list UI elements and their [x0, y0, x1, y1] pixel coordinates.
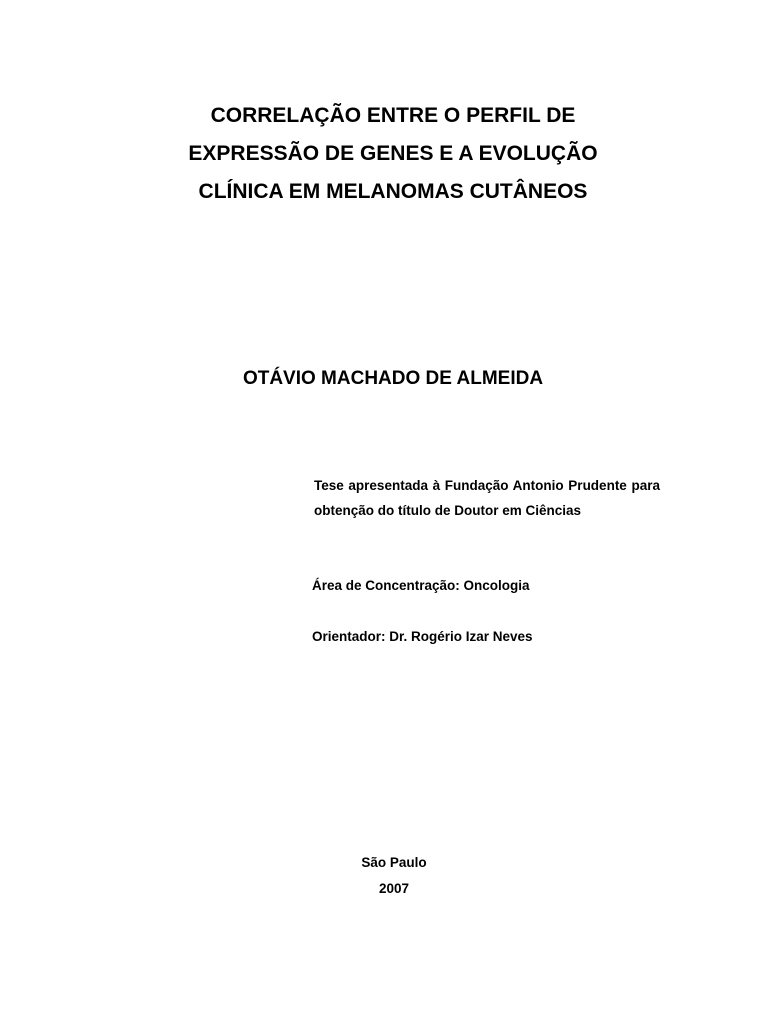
thesis-title	[0, 97, 770, 211]
thesis-statement: Tese apresentada à Fundação Antonio Prudente para obtenção do título de Doutor em Ciências	[314, 478, 660, 518]
thesis-title-line: CORRELAÇÃO ENTRE O PERFIL DE	[210, 104, 576, 127]
thesis-title-line: CLÍNICA EM MELANOMAS CUTÂNEOS	[198, 180, 588, 203]
thesis-title-line: EXPRESSÃO DE GENES E A EVOLUÇÃO	[188, 142, 598, 165]
year: 2007	[378, 881, 410, 896]
author-name: OTÁVIO MACHADO DE ALMEIDA	[242, 368, 544, 389]
concentration-area: Área de Concentração: Oncologia	[312, 578, 530, 593]
advisor: Orientador: Dr. Rogério Izar Neves	[312, 629, 533, 644]
city: São Paulo	[361, 855, 427, 870]
